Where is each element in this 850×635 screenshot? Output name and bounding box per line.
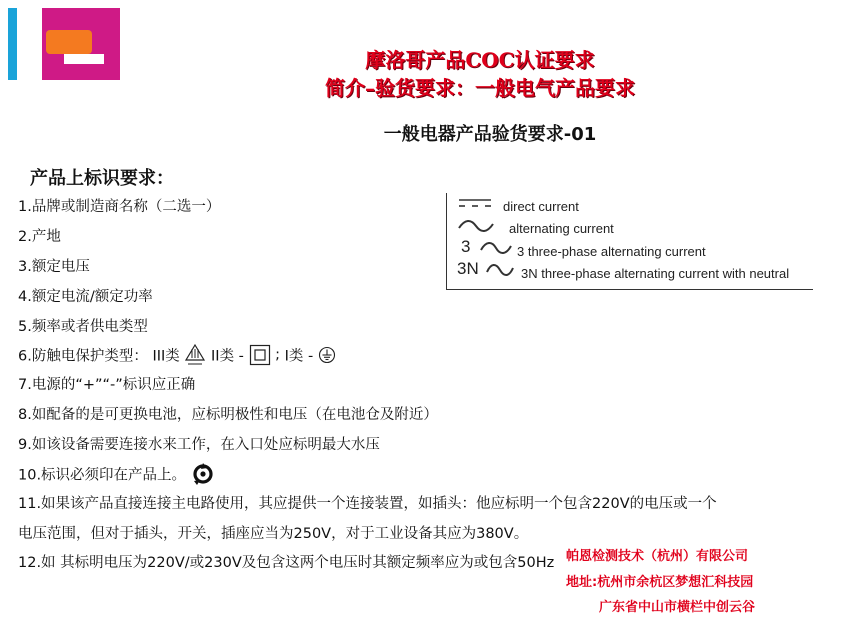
class3-label: III类 — [152, 348, 180, 365]
list-item-polarity: 7.电源的“+”“-”标识应正确 — [18, 377, 196, 393]
list-item-connection-cont: 电压范围，但对于插头，开关，插座应当为250V，对于工业设备其应为380V。 — [18, 526, 529, 542]
legend-row-dc: direct current — [503, 199, 579, 214]
class-separator: ; — [275, 347, 281, 363]
list-item-frequency-rule: 12.如 其标明电压为220V/或230V及包含这两个电压时其额定频率应为或包含50Hz — [18, 555, 555, 571]
direct-current-symbol-icon — [457, 197, 493, 209]
list-item-voltage: 3.额定电压 — [18, 259, 90, 275]
list-item-protection-class — [18, 343, 336, 367]
legend-row-ac: alternating current — [509, 221, 614, 236]
class1-label: I类 - — [284, 348, 314, 365]
class2-label: II类 - — [211, 348, 244, 365]
list-item-marking — [18, 462, 215, 486]
footer-address-1: 地址:杭州市余杭区梦想汇科技园 — [566, 575, 754, 590]
three-phase-ac-icon — [479, 241, 513, 255]
recycling-mark-icon — [191, 462, 215, 486]
list-item-origin: 2.产地 — [18, 229, 61, 245]
class2-double-square-icon — [249, 344, 271, 366]
list-item-brand: 1.品牌或制造商名称（二选一） — [18, 199, 221, 215]
legend-code-3n: 3N — [457, 259, 479, 278]
list-item-connection: 11.如果该产品直接连接主电路使用，其应提供一个连接装置，如插头：他应标明一个包含220V的电压或一个 — [18, 496, 717, 512]
ground-symbol-icon — [318, 346, 336, 364]
list-item-frequency: 5.频率或者供电类型 — [18, 319, 148, 335]
company-logo — [8, 8, 120, 80]
ac-symbol-icon — [457, 219, 495, 233]
footer-address-2: 广东省中山市横栏中创云谷 — [599, 600, 756, 615]
marking-text: 10.标识必须印在产品上。 — [18, 467, 187, 484]
legend-code-3: 3 — [461, 237, 471, 256]
list-item-water-pressure: 9.如该设备需要连接水来工作，在入口处应标明最大水压 — [18, 437, 380, 453]
list-item-current-power: 4.额定电流/额定功率 — [18, 289, 153, 305]
three-phase-neutral-ac-icon — [485, 263, 515, 277]
page-subtitle: 一般电器产品验货要求-01 — [383, 124, 597, 145]
class3-symbol-icon — [184, 343, 206, 367]
legend-row-3phase: 3 three-phase alternating current — [517, 244, 706, 259]
legend-row-3n: 3N three-phase alternating current with neutral — [521, 266, 790, 281]
footer-company: 帕恩检测技术（杭州）有限公司 — [566, 549, 749, 564]
protection-prefix: 6.防触电保护类型： — [18, 348, 148, 365]
page-title-line2: 简介–验货要求：一般电气产品要求 — [325, 76, 635, 100]
page-title: 摩洛哥产品COC认证要求 — [365, 48, 595, 72]
section-heading: 产品上标识要求： — [30, 168, 174, 189]
current-type-legend — [446, 193, 813, 290]
list-item-battery: 8.如配备的是可更换电池，应标明极性和电压（在电池仓及附近） — [18, 407, 438, 423]
